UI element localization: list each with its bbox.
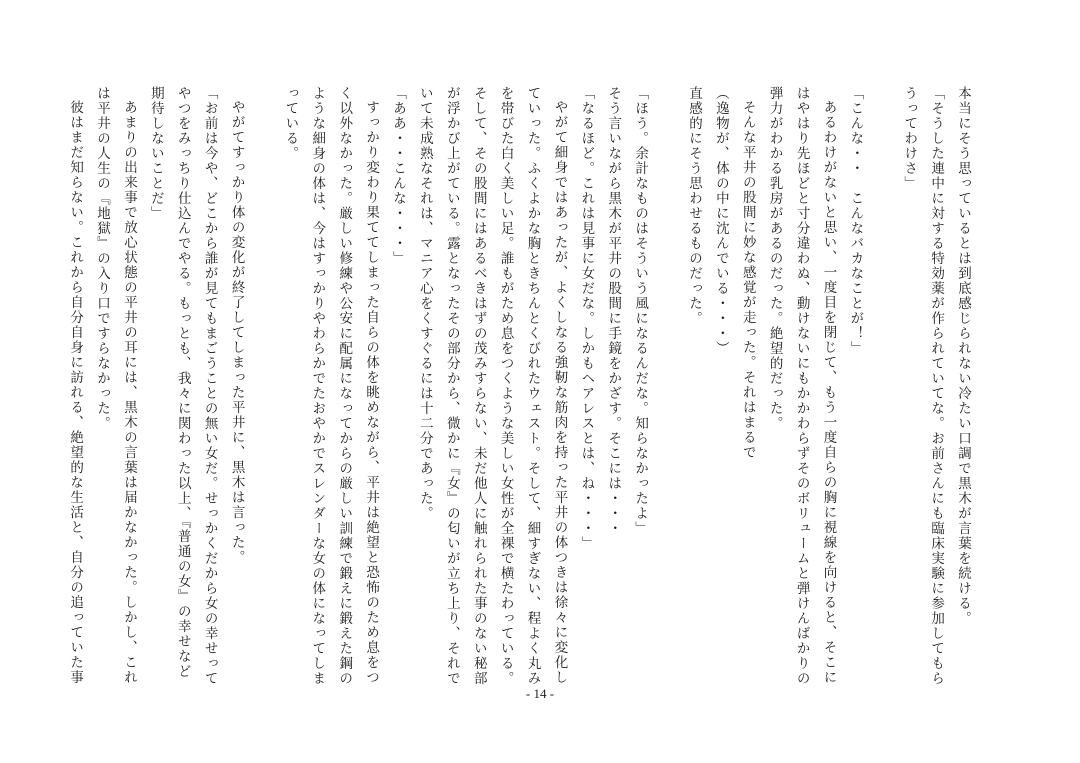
blank-line	[250, 86, 277, 688]
paragraph: 直感的にそう思わせるものだった。	[685, 86, 702, 326]
blank-line	[868, 86, 895, 688]
paragraph: やがてすっかり体の変化が終了してしまった平井に、黒木は言った。	[228, 99, 245, 565]
paragraph: 本当にそう思っているとは到底感じられない冷たい口調で黒木が言葉を続ける。	[955, 86, 971, 626]
paragraph: あまりの出来事で放心状態の平井の耳には、黒木の言葉は届かなかった。しかし、これは平井の人生の『地獄』の入り口ですらなかった。	[94, 86, 137, 685]
page-number: - 14 -	[525, 686, 555, 701]
paragraph: 彼はまだ知らない。これから自分自身に訪れる、絶望的な生活と、自分の追っていた事	[67, 99, 84, 685]
paragraph: 「ほう。余計なものはそういう風になるんだな。知らなかったよ」	[632, 86, 649, 536]
paragraph: すっかり変わり果ててしまった自らの体を眺めながら、平井は絶望と恐怖のため息をつく以外なかった。厳しい修練や公安に配属になってからの厳しい訓練で鍛えに鍛えた鋼のような細身の体は、今はすっかりやわらかでたおやかでスレンダーな女の体になってしまっている。	[282, 86, 380, 686]
paragraph: 「なるほど。これは見事に女だな。しかもヘアレスとは、ね・・・」	[578, 86, 595, 551]
paragraph: あるわけがないと思い、一度目を閉じて、もう一度自らの胸に視線を向けると、そこにはやはり先ほどと寸分違わぬ、動けないにもかかわらずそのボリュームと弾けんばかりの弾力がわかる乳房があるのだった。絶望的だった。	[766, 86, 837, 686]
paragraph: 「お前は今や、どこから誰が見てもまごうことの無い女だ。せっかくだから女の幸せってやつをみっちり仕込んでやる。もっとも、我々に関わった以上、『普通の女』の幸せなど期待しないことだ」	[147, 86, 218, 686]
paragraph: 「ああ・・こんな・・・」	[390, 86, 406, 266]
paragraph: 「こんな・・ こんなバカなことが！」	[847, 86, 864, 356]
paragraph: やがて細身ではあったが、よくしなる強靭な筋肉を持った平井の体つきは徐々に変化していった。ふくよかな胸ときちんとくびれたウェスト。そして、細すぎない、程よく丸みを帯びた白く美しい足。誰もがため息をつくような美しい女性が全裸で横たわっている。そして、その股間にはあるべきはずの茂みすらない、未だ他人に触れられた事のない秘部が浮かび上がている。露となったその部分から、微かに『女』の匂いが立ち上り、それでいて未成熟なそれは、マニア心をくすぐるには十二分であった。	[416, 86, 568, 686]
paragraph: そんな平井の股間に妙な感覚が走った。それはまるで	[739, 99, 756, 460]
paragraph: そう言いながら黒木が平井の股間に手鏡をかざす。そこには・・・	[605, 86, 622, 536]
paragraph: （逸物が、体の中に沈んでいる・・・）	[712, 86, 729, 356]
blank-line	[653, 86, 680, 688]
paragraph: 「そうした連中に対する特効薬が作られていてな。お前さんにも臨床実験に参加してもらうってわけさ」	[901, 86, 945, 686]
body-text	[61, 86, 976, 688]
